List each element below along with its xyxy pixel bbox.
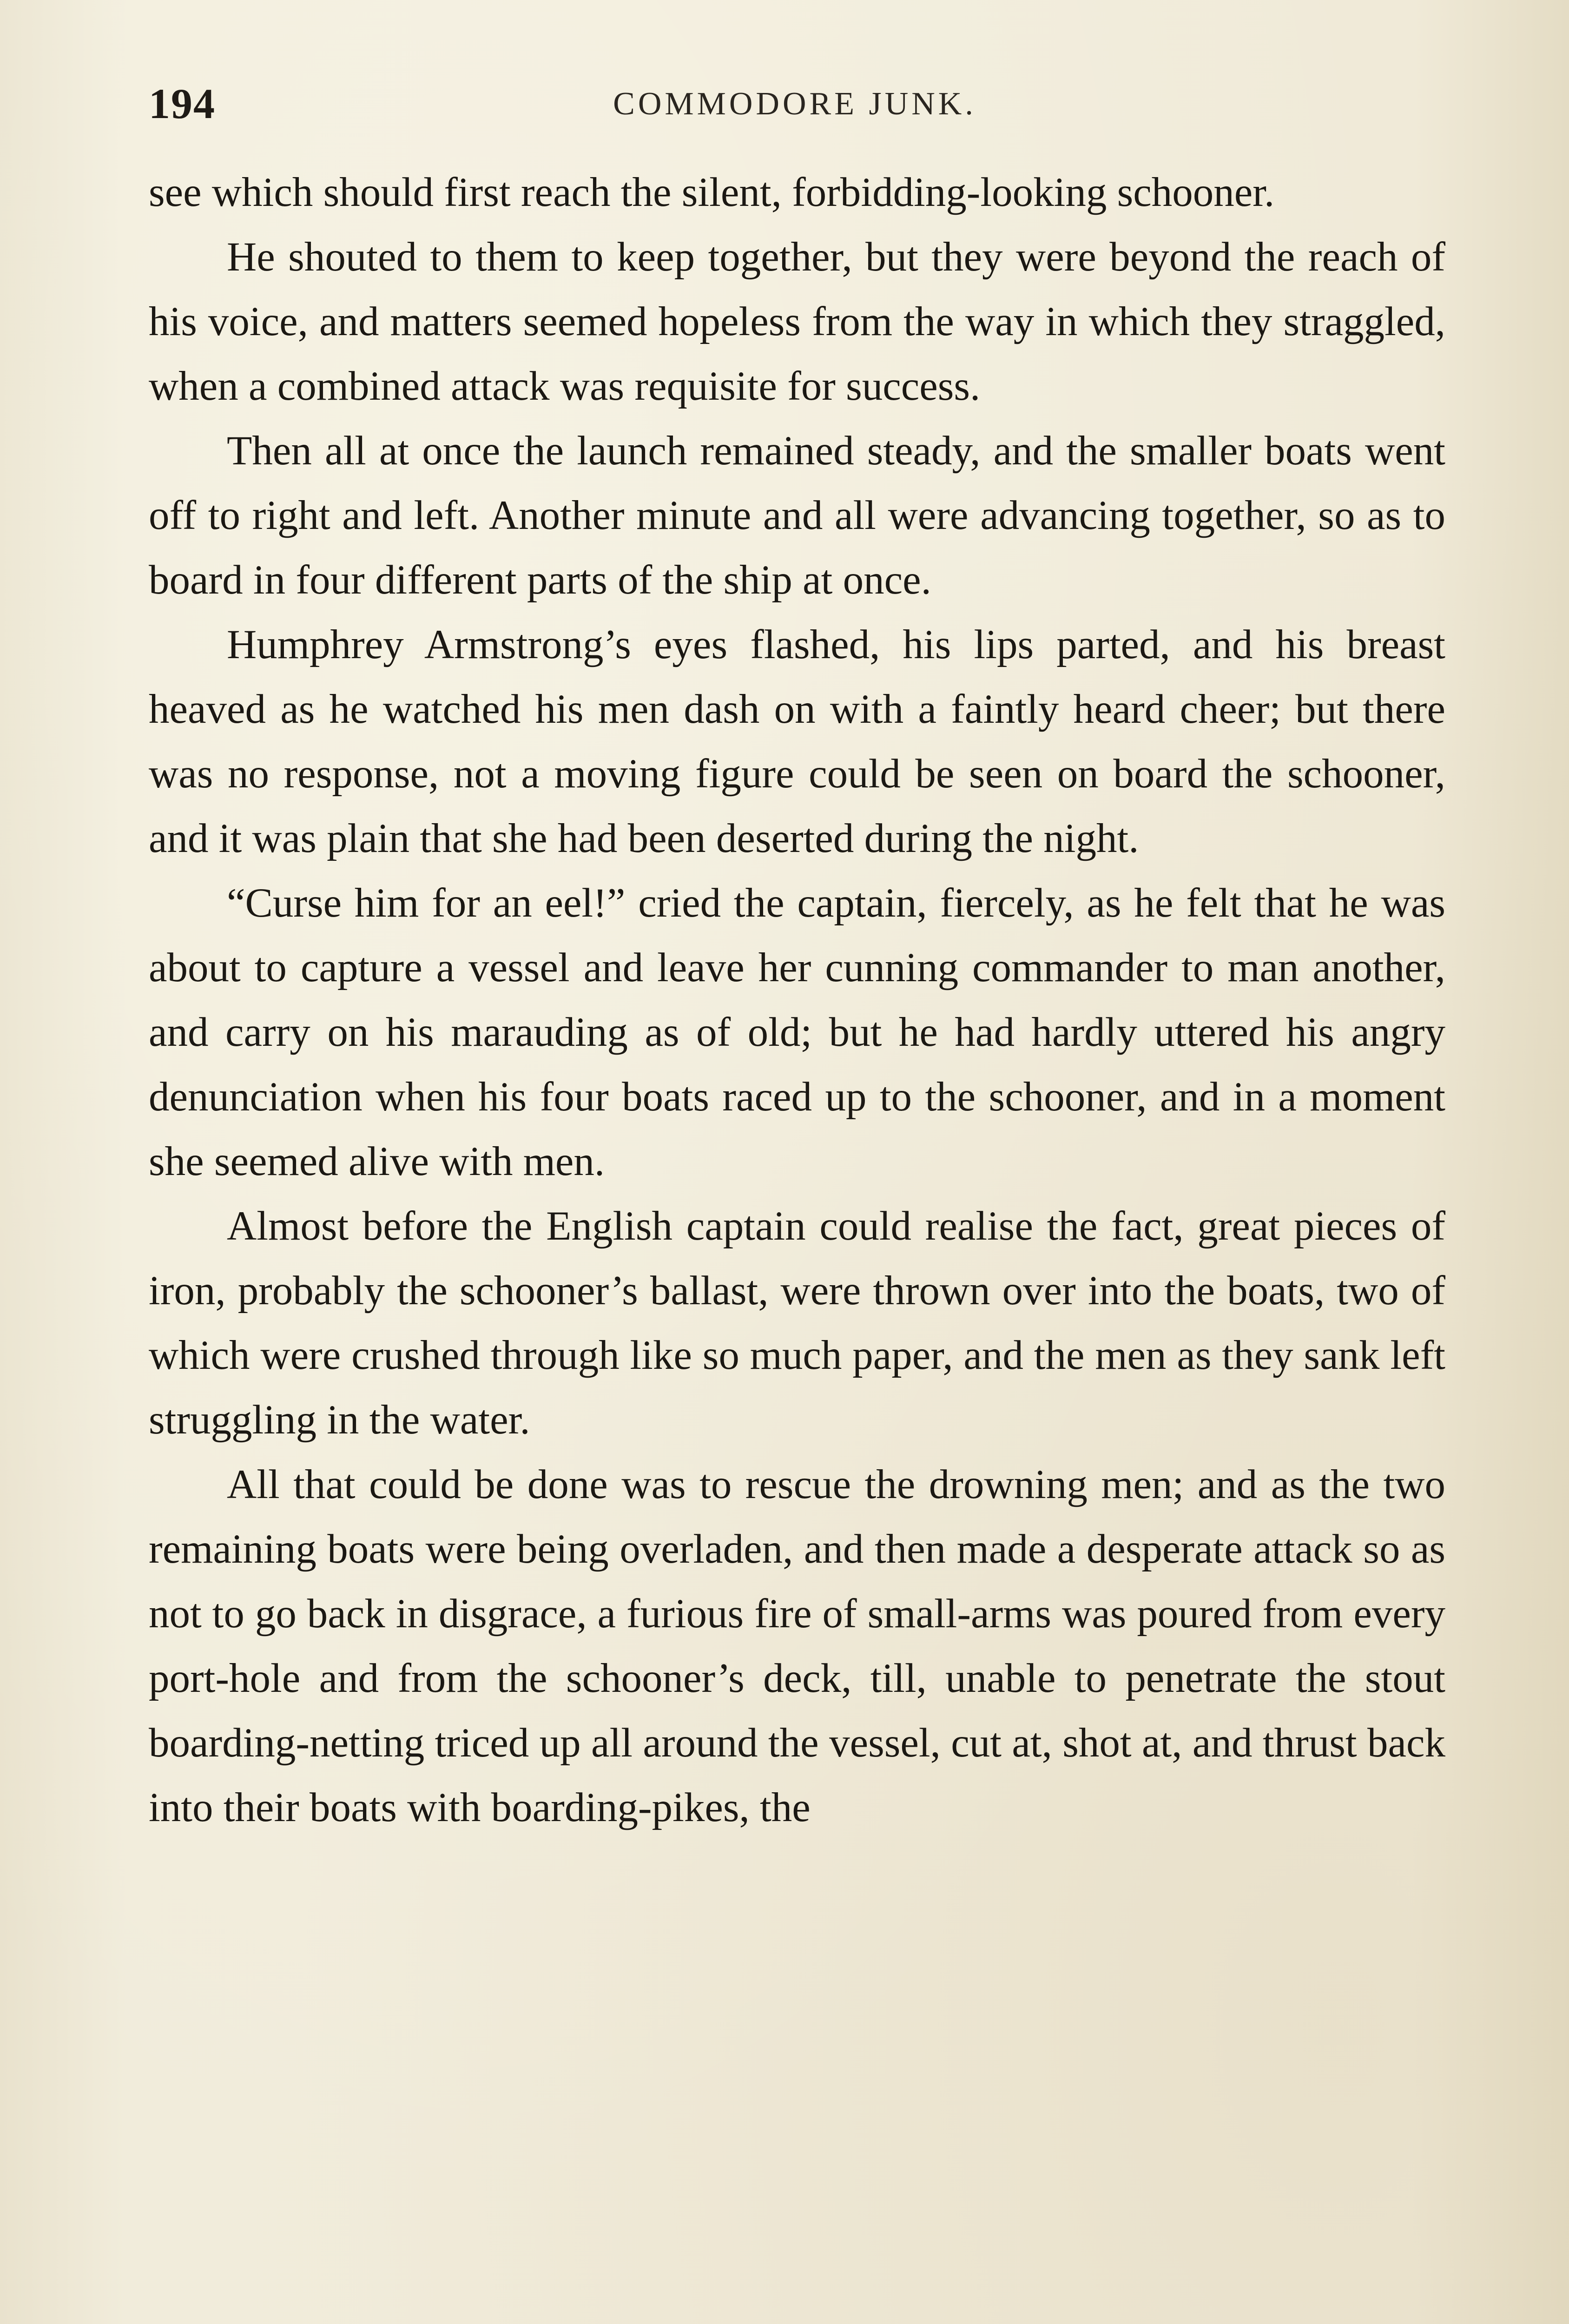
- page-header: [149, 79, 1441, 135]
- paragraph: Almost before the English captain could realise the fact, great pieces of iron, probably the schooner’s ballast, were thrown over into the boats, two of which were crushed through like so much paper, and the men as they sank left struggling in the water.: [149, 1203, 1445, 1443]
- running-head: COMMODORE JUNK.: [613, 86, 976, 122]
- paragraph: All that could be done was to rescue the drowning men; and as the two remaining boats were being overladen, and then made a desperate attack so as not to go back in disgrace, a furious fire of small-arms was poured from every port-hole and from the schooner’s deck, till, unable to penetrate the stout boarding-netting triced up all around the vessel, cut at, shot at, and thrust back into their boats with boarding-pikes, the: [149, 1462, 1445, 1830]
- paragraph-continuation: see which should first reach the silent, forbidding-looking schooner.: [149, 170, 1275, 215]
- paragraph: “Curse him for an eel!” cried the captain, fiercely, as he felt that he was about to capture a vessel and leave her cunning commander to man another, and carry on his marauding as of old; but he had hardly uttered his angry denunciation when his four boats raced up to the schooner, and in a moment she seemed alive with men.: [149, 880, 1445, 1184]
- paragraph: Humphrey Armstrong’s eyes flashed, his lips parted, and his breast heaved as he watched his men dash on with a faintly heard cheer; but there was no response, not a moving figure could be seen on board the schooner, and it was plain that she had been deserted during the night.: [149, 622, 1445, 861]
- paragraph: Then all at once the launch remained steady, and the smaller boats went off to right and left. Another minute and all were advancing together, so as to board in four different parts of the ship at once.: [149, 428, 1445, 603]
- page-number: 194: [149, 80, 216, 127]
- body-text: [149, 160, 1445, 1840]
- paragraph: He shouted to them to keep together, but they were beyond the reach of his voice, and matters seemed hopeless from the way in which they straggled, when a combined attack was requisite for success.: [149, 234, 1445, 409]
